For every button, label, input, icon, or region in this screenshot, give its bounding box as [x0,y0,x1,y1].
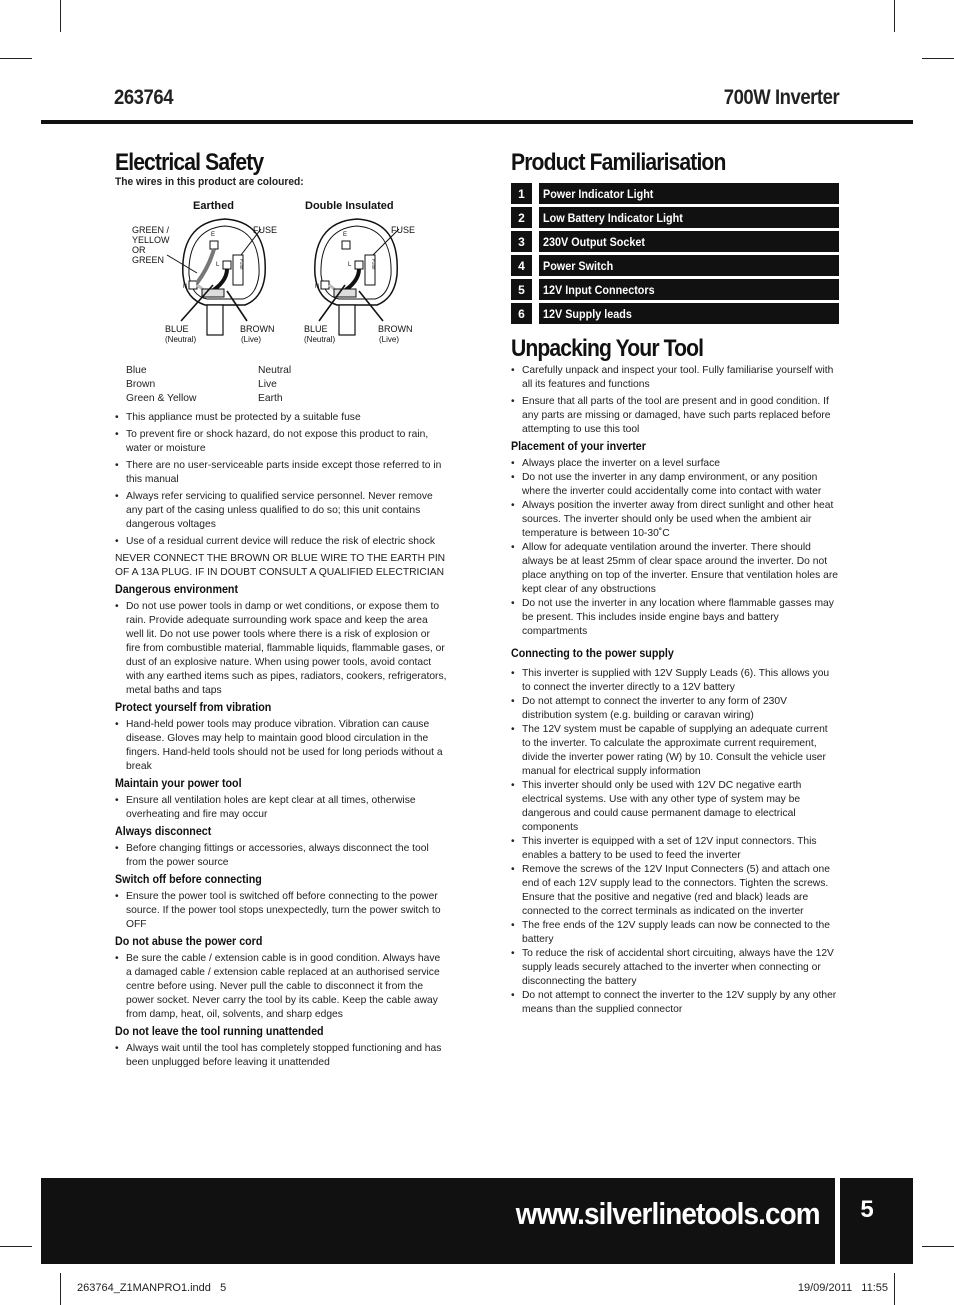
website-link[interactable]: www.silverlinetools.com [516,1196,820,1231]
list-item: • Be sure the cable / extension cable is in good condition. Always have a damaged cable / extension cable replaced at an authorised service centre before using. Never pull the cable to disconnect it from the power socket. Never carry the tool by its cable. Keep the cable away from damp, heat, oil, solvents, and sharp edges [115,952,447,1022]
list-item: • Do not attempt to connect the inverter to the 12V supply by any other means than the supplied connector [511,989,839,1017]
wire-role: Earth [258,393,283,404]
brown-label: BROWN [240,324,275,334]
fuse-mark: FUSE [371,259,376,270]
neutral-label: (Neutral) [165,335,197,344]
list-item: • Always refer servicing to qualified service personnel. Never remove any part of the casing unless qualified to do so; this unit contains dangerous voltages [115,490,447,532]
feature-label: Low Battery Indicator Light [543,210,683,225]
section-list [115,890,447,932]
green-yellow-label: GREEN / [132,225,170,235]
list-item: • The 12V system must be capable of supplying an adequate current to the inverter. To calculate the approximate current requirement, divide the inverter power rating (W) by 10. Consult the vehicle user manual for electrical supply information [511,723,839,779]
wire-colour: Green & Yellow [126,393,197,404]
page-number: 5 [860,1196,874,1223]
feature-number: 2 [511,207,532,228]
section-heading: Placement of your inverter [511,441,646,453]
earth-pin-warning: NEVER CONNECT THE BROWN OR BLUE WIRE TO THE EARTH PIN OF A 13A PLUG. IF IN DOUBT CONSULT A QUALIFIED ELECTRICIAN [115,553,446,578]
pin-e-label: E [343,232,348,238]
pin-n-label: N [315,284,320,290]
section-list [115,718,447,774]
list-item: • Do not use the inverter in any damp environment, or any position where the inverter could accidentally come into contact with water [511,471,839,499]
section-heading: Do not abuse the power cord [115,936,263,948]
list-item: • Allow for adequate ventilation around the inverter. There should always be at least 25mm of clear space around the inverter. Do not place anything on top of the inverter. Ensure that ventilation holes are kept clear of any obstructions [511,541,839,597]
list-item: • Remove the screws of the 12V Input Connecters (5) and attach one end of each 12V supply lead to the connectors. Tighten the screws. Ensure that the positive and negative (red and black) leads are connected to the correct terminals as indicated on the inverter [511,863,839,919]
fuse-label: FUSE [391,225,416,235]
left-column [115,148,447,1073]
section-heading: Connecting to the power supply [511,648,674,660]
feature-number: 6 [511,303,532,324]
live-label: (Live) [241,335,262,344]
feature-row [511,207,839,228]
wires-intro: The wires in this product are coloured: [115,176,304,188]
feature-label: Power Indicator Light [543,186,654,201]
brown-label: BROWN [378,324,413,334]
wire-role: Live [258,379,277,390]
wire-colour-table [126,364,447,406]
section-list [115,842,447,870]
pin-n-label: N [183,284,188,290]
electrical-safety-heading: Electrical Safety [115,149,264,176]
product-code: 263764 [114,86,174,109]
fuse-mark: FUSE [239,259,244,270]
pin-e-label: E [211,232,216,238]
feature-label-box [539,207,839,228]
feature-number: 4 [511,255,532,276]
placement-list [511,457,839,639]
feature-number: 1 [511,183,532,204]
green-yellow-label: YELLOW [132,235,170,245]
right-column [511,148,839,1019]
feature-label: 230V Output Socket [543,234,646,249]
feature-number: 5 [511,279,532,300]
feature-label: 12V Input Connectors [543,282,655,297]
list-item: • To reduce the risk of accidental short circuiting, always have the 12V supply leads securely attached to the inverter when connecting or disconnecting the battery [511,947,839,989]
feature-row [511,279,839,300]
crop-mark [894,0,895,32]
section-heading: Maintain your power tool [115,778,242,790]
blue-label: BLUE [304,324,328,334]
list-item: • Carefully unpack and inspect your tool. Fully familiarise yourself with all its features and functions [511,364,839,392]
fuse-label: FUSE [253,225,278,235]
feature-label-box [539,183,839,204]
list-item: • Always wait until the tool has completely stopped functioning and has been unplugged before leaving it unattended [115,1042,447,1070]
list-item: • This inverter is supplied with 12V Supply Leads (6). This allows you to connect the inverter directly to a 12V battery [511,667,839,695]
list-item: • Before changing fittings or accessories, always disconnect the tool from the power source [115,842,447,870]
section-heading: Protect yourself from vibration [115,702,272,714]
crop-mark [922,58,954,59]
header-rule [41,120,913,124]
section-list [115,952,447,1022]
list-item: • This inverter should only be used with 12V DC negative earth electrical systems. Use with any other type of system may be dangerous and could cause permanent damage to electrical components [511,779,839,835]
list-item: • This appliance must be protected by a suitable fuse [115,411,447,425]
earthed-plug [167,219,265,335]
section-heading: Switch off before connecting [115,874,262,886]
product-title: 700W Inverter [723,86,839,109]
feature-label: 12V Supply leads [543,306,632,321]
crop-mark [60,0,61,32]
feature-row [511,183,839,204]
feature-label-box [539,279,839,300]
neutral-label: (Neutral) [304,335,336,344]
wire-colour: Blue [126,365,147,376]
crop-mark [0,1246,32,1247]
feature-label-box [539,303,839,324]
feature-number: 3 [511,231,532,252]
list-item: • Do not use power tools in damp or wet conditions, or expose them to rain. Provide adequate surrounding work space and keep the area well lit. Do not use power tools where there is a risk of explosion or fire from combustible material, flammable liquids, flammable gases, or dust of an explosive nature. When using power tools, avoid contact with any earthed items such as pipes, radiators, cookers, refrigerators, metal baths and taps [115,600,447,698]
crop-mark [922,1246,954,1247]
list-item: • There are no user-serviceable parts inside except those referred to in this manual [115,459,447,487]
list-item: • To prevent fire or shock hazard, do not expose this product to rain, water or moisture [115,428,447,456]
list-item: • Hand-held power tools may produce vibration. Vibration can cause disease. Gloves may help to maintain good blood circulation in the fingers. Hand-held tools should not be used for long periods without a break [115,718,447,774]
feature-row [511,231,839,252]
section-list [115,600,447,698]
list-item: • This inverter is equipped with a set of 12V input connectors. This enables a battery to be used to feed the inverter [511,835,839,863]
pin-l-label: L [348,262,352,268]
list-item: • Always place the inverter on a level surface [511,457,839,471]
plug-wiring-diagram [115,193,447,358]
pin-l-label: L [216,262,220,268]
crop-mark [894,1273,895,1305]
feature-list [511,183,839,324]
earthed-title: Earthed [193,200,234,212]
list-item: • Ensure that all parts of the tool are present and in good condition. If any parts are missing or damaged, have such parts replaced before attempting to use this tool [511,395,839,437]
section-heading: Do not leave the tool running unattended [115,1026,324,1038]
crop-mark [0,58,32,59]
section-list [115,1042,447,1070]
green-yellow-label: GREEN [132,255,165,265]
connecting-list [511,667,839,1017]
wire-role: Neutral [258,365,292,376]
slug-date: 19/09/2011 11:55 [797,1282,888,1294]
wire-colour: Brown [126,379,156,390]
feature-row [511,303,839,324]
double-insulated-title: Double Insulated [305,200,394,212]
feature-label-box [539,231,839,252]
feature-label: Power Switch [543,258,614,273]
section-list [115,794,447,822]
list-item: • Ensure the power tool is switched off before connecting to the power source. If the power tool stops unexpectedly, turn the power switch to OFF [115,890,447,932]
plug-diagram-svg [115,193,447,358]
list-item: • The free ends of the 12V supply leads can now be connected to the battery [511,919,839,947]
list-item: • Always position the inverter away from direct sunlight and other heat sources. The inverter should only be used when the ambient air temperature is between 10-30˚C [511,499,839,541]
list-item: • Do not use the inverter in any location where flammable gasses may be present. This includes inside engine bays and battery compartments [511,597,839,639]
unpacking-list [511,364,839,437]
double-insulated-plug [315,219,399,335]
list-item: • Do not attempt to connect the inverter to any form of 230V distribution system (e.g. building or caravan wiring) [511,695,839,723]
unpacking-heading: Unpacking Your Tool [511,335,704,362]
section-heading: Dangerous environment [115,584,239,596]
feature-label-box [539,255,839,276]
list-item: • Ensure all ventilation holes are kept clear at all times, otherwise overheating and fire may occur [115,794,447,822]
live-label: (Live) [379,335,400,344]
electrical-safety-list [115,411,447,549]
product-familiarisation-heading: Product Familiarisation [511,149,726,176]
blue-label: BLUE [165,324,189,334]
crop-mark [60,1273,61,1305]
section-heading: Always disconnect [115,826,212,838]
green-yellow-label: OR [132,245,146,255]
feature-row [511,255,839,276]
slug-filename: 263764_Z1MANPRO1.indd 5 [77,1282,227,1294]
list-item: • Use of a residual current device will reduce the risk of electric shock [115,535,447,549]
